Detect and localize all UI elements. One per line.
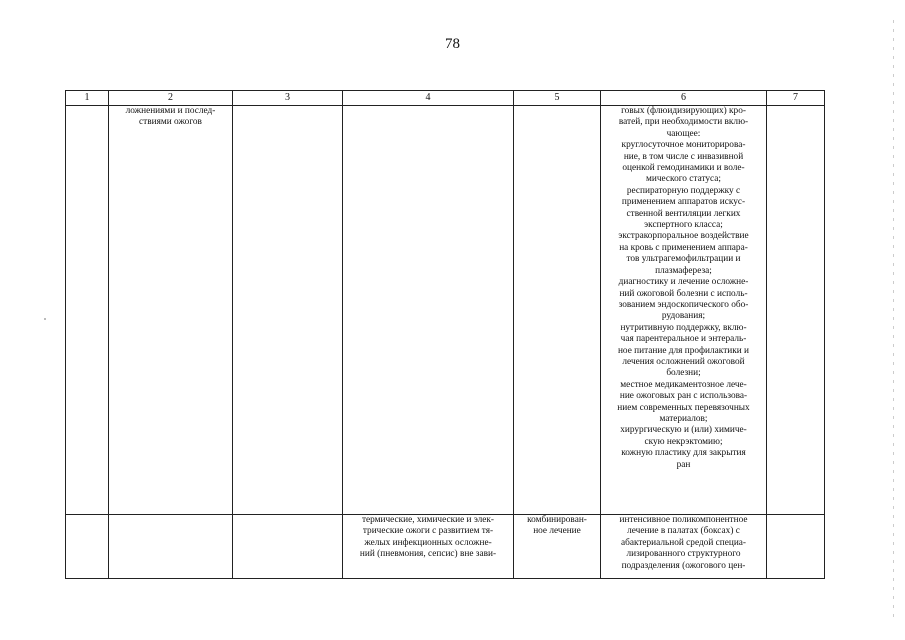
table-cell bbox=[343, 106, 514, 515]
table-row bbox=[66, 515, 825, 579]
table-cell bbox=[514, 515, 601, 579]
column-header: 3 bbox=[233, 91, 343, 106]
cell-text-line: экспертного класса; bbox=[644, 220, 723, 231]
cell-text-line: плазмафереза; bbox=[655, 265, 712, 276]
table-cell bbox=[767, 515, 825, 579]
cell-text-line: экстракорпоральное воздействие bbox=[618, 231, 749, 242]
cell-text-line: ное лечение bbox=[533, 526, 581, 537]
cell-text-line: чая парентеральное и энтераль- bbox=[620, 334, 747, 345]
cell-text-line: оценкой гемодинамики и воле- bbox=[622, 163, 745, 174]
column-header: 2 bbox=[109, 91, 233, 106]
cell-text-line: ран bbox=[676, 459, 691, 470]
cell-text-line: нутритивную поддержку, вклю- bbox=[620, 322, 747, 333]
column-header: 1 bbox=[66, 91, 109, 106]
cell-text-line: материалов; bbox=[659, 413, 708, 424]
page-number: 78 bbox=[445, 36, 460, 52]
table-row bbox=[66, 106, 825, 515]
table-cell bbox=[601, 106, 767, 515]
cell-text-line: местное медикаментозное лече- bbox=[620, 379, 747, 390]
column-header: 7 bbox=[767, 91, 825, 106]
table-cell bbox=[109, 106, 233, 515]
cell-text-line: зованием эндоскопического обо- bbox=[618, 299, 749, 310]
cell-text-line: болезни; bbox=[666, 368, 701, 379]
cell-text-line: ний (пневмония, сепсис) вне зави- bbox=[359, 549, 497, 560]
cell-text-line: мического статуса; bbox=[646, 174, 721, 185]
cell-text-line: диагностику и лечение осложне- bbox=[618, 277, 749, 288]
cell-text-line: ное питание для профилактики и bbox=[617, 345, 750, 356]
cell-text-line: ственной вентиляции легких bbox=[626, 208, 741, 219]
cell-text-line: рудования; bbox=[661, 311, 706, 322]
scan-artifact bbox=[44, 318, 46, 320]
cell-text-line: ватей, при необходимости вклю- bbox=[618, 117, 749, 128]
table-header-row bbox=[66, 91, 825, 106]
cell-text-line: ствиями ожогов bbox=[139, 117, 202, 128]
cell-text-line: лечение в палатах (боксах) с bbox=[627, 526, 740, 537]
table-cell bbox=[514, 106, 601, 515]
cell-text-line: скую некрэктомию; bbox=[644, 436, 723, 447]
table-cell bbox=[109, 515, 233, 579]
scan-artifact bbox=[893, 20, 894, 620]
cell-text-line: респираторную поддержку с bbox=[626, 185, 741, 196]
table-cell bbox=[66, 515, 109, 579]
cell-text-line: ложнениями и послед- bbox=[125, 106, 216, 116]
cell-text-line: нием современных перевязочных bbox=[617, 402, 750, 413]
cell-text-line: интенсивное поликомпонентное bbox=[619, 515, 748, 525]
column-header: 6 bbox=[601, 91, 767, 106]
cell-text-line: кожную пластику для закрытия bbox=[621, 448, 746, 459]
cell-text-line: чающее: bbox=[666, 128, 701, 139]
cell-text-line: ние, в том числе с инвазивной bbox=[623, 151, 744, 162]
document-table bbox=[65, 90, 825, 579]
table-cell bbox=[66, 106, 109, 515]
cell-text-line: хирургическую и (или) химиче- bbox=[620, 425, 747, 436]
cell-text-line: комбинирован- bbox=[527, 515, 587, 525]
column-header: 4 bbox=[343, 91, 514, 106]
cell-text-line: лечения осложнений ожоговой bbox=[622, 356, 745, 367]
table-cell bbox=[233, 515, 343, 579]
table-cell bbox=[767, 106, 825, 515]
cell-text-line: ний ожоговой болезни с исполь- bbox=[619, 288, 748, 299]
table-cell bbox=[233, 106, 343, 515]
table-cell bbox=[601, 515, 767, 579]
table-cell bbox=[343, 515, 514, 579]
column-header: 5 bbox=[514, 91, 601, 106]
cell-text-line: говых (флюидизирующих) кро- bbox=[621, 106, 746, 116]
cell-text-line: желых инфекционных осложне- bbox=[364, 537, 492, 548]
cell-text-line: на кровь с применением аппара- bbox=[619, 242, 748, 253]
cell-text-line: тов ультрагемофильтрации и bbox=[626, 254, 741, 265]
cell-text-line: применением аппаратов искус- bbox=[621, 197, 746, 208]
cell-text-line: термические, химические и элек- bbox=[361, 515, 495, 525]
cell-text-line: ние ожоговых ран с использова- bbox=[619, 391, 748, 402]
cell-text-line: абактериальной средой специа- bbox=[620, 537, 747, 548]
cell-text-line: подразделения (ожогового цен- bbox=[621, 560, 746, 571]
cell-text-line: трические ожоги с развитием тя- bbox=[362, 526, 494, 537]
cell-text-line: круглосуточное мониторирова- bbox=[621, 140, 746, 151]
cell-text-line: лизированного структурного bbox=[626, 549, 741, 560]
